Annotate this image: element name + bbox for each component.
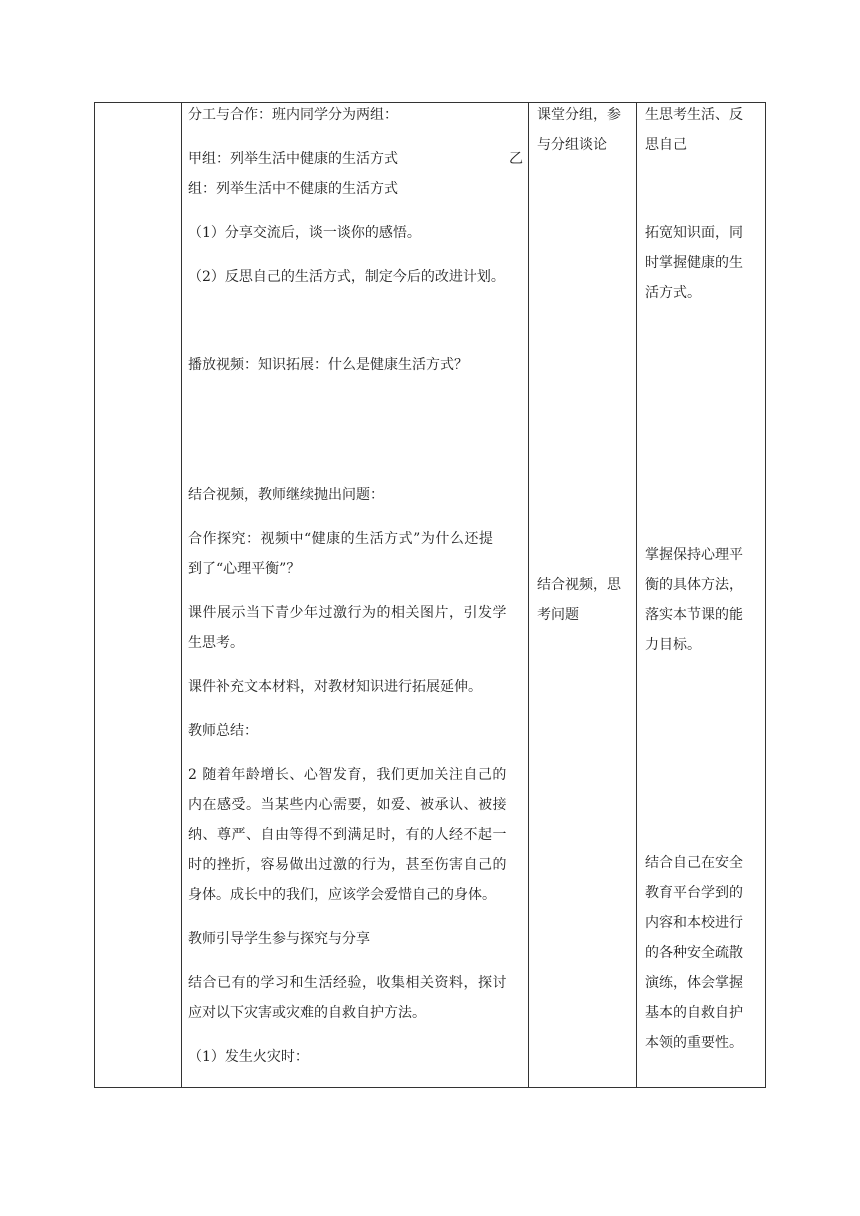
content-line: 内在感受。当某些内心需要，如爱、被承认、被接 — [188, 797, 507, 813]
content-line: 2 随着年龄增长、心智发育，我们更加关注自己的 — [188, 767, 507, 783]
content-line: 课件展示当下青少年过激行为的相关图片，引发学 — [188, 605, 507, 621]
content-line: 甲组：列举生活中健康的生活方式 — [188, 151, 398, 167]
intent-line: 内容和本校进行 — [645, 915, 743, 931]
content-line: 应对以下灾害或灾难的自救自护方法。 — [188, 1005, 426, 1021]
intent-line: 掌握保持心理平 — [645, 547, 743, 563]
intent-line: 生思考生活、反 — [645, 107, 743, 123]
content-line: 教师总结： — [188, 723, 258, 739]
content-line: 时的挫折，容易做出过激的行为，甚至伤害自己的 — [188, 857, 507, 873]
intent-line: 活方式。 — [645, 285, 701, 301]
content-line: 分工与合作：班内同学分为两组： — [188, 107, 398, 123]
content-line: 教师引导学生参与探究与分享 — [188, 931, 370, 947]
content-line: 结合视频，教师继续抛出问题： — [188, 487, 384, 503]
intent-line: 本领的重要性。 — [645, 1035, 743, 1051]
content-line: 合作探究：视频中“健康的生活方式”为什么还提 — [188, 531, 494, 547]
intent-line: 的各种安全疏散 — [645, 945, 743, 961]
intent-line: 落实本节课的能 — [645, 607, 743, 623]
student-line: 课堂分组，参 — [537, 107, 621, 123]
student-line: 结合视频，思 — [537, 577, 621, 593]
student-line: 考问题 — [537, 607, 579, 623]
content-line: 到了“心理平衡”？ — [188, 561, 301, 577]
intent-line: 教育平台学到的 — [645, 885, 743, 901]
content-line: 身体。成长中的我们，应该学会爱惜自己的身体。 — [188, 887, 496, 903]
student-activity-cell — [529, 103, 636, 1087]
intent-line: 拓宽知识面，同 — [645, 225, 743, 241]
content-line: 生思考。 — [188, 635, 244, 651]
content-line: 结合已有的学习和生活经验，收集相关资料，探讨 — [188, 975, 507, 991]
lesson-table — [94, 102, 766, 1088]
content-line: 课件补充文本材料，对教材知识进行拓展延伸。 — [188, 679, 482, 695]
content-line: （1）分享交流后，谈一谈你的感悟。 — [188, 225, 421, 241]
content-line: 播放视频：知识拓展：什么是健康生活方式？ — [188, 357, 468, 373]
content-line: （1）发生火灾时： — [188, 1049, 309, 1065]
content-line: （2）反思自己的生活方式，制定今后的改进计划。 — [188, 269, 505, 285]
intent-line: 衡的具体方法， — [645, 577, 743, 593]
student-line: 与分组谈论 — [537, 137, 607, 153]
intent-line: 思自己 — [645, 137, 687, 153]
intent-line: 力目标。 — [645, 637, 701, 653]
intent-line: 结合自己在安全 — [645, 855, 743, 871]
content-line: 组：列举生活中不健康的生活方式 — [188, 181, 398, 197]
intent-line: 时掌握健康的生 — [645, 255, 743, 271]
design-intent-cell — [637, 103, 765, 1087]
stage-cell — [95, 103, 181, 1087]
content-line: 乙 — [509, 151, 523, 167]
intent-line: 演练，体会掌握 — [645, 975, 743, 991]
teacher-activity-cell — [182, 103, 528, 1087]
intent-line: 基本的自救自护 — [645, 1005, 743, 1021]
content-line: 纳、尊严、自由等得不到满足时，有的人经不起一 — [188, 827, 507, 843]
